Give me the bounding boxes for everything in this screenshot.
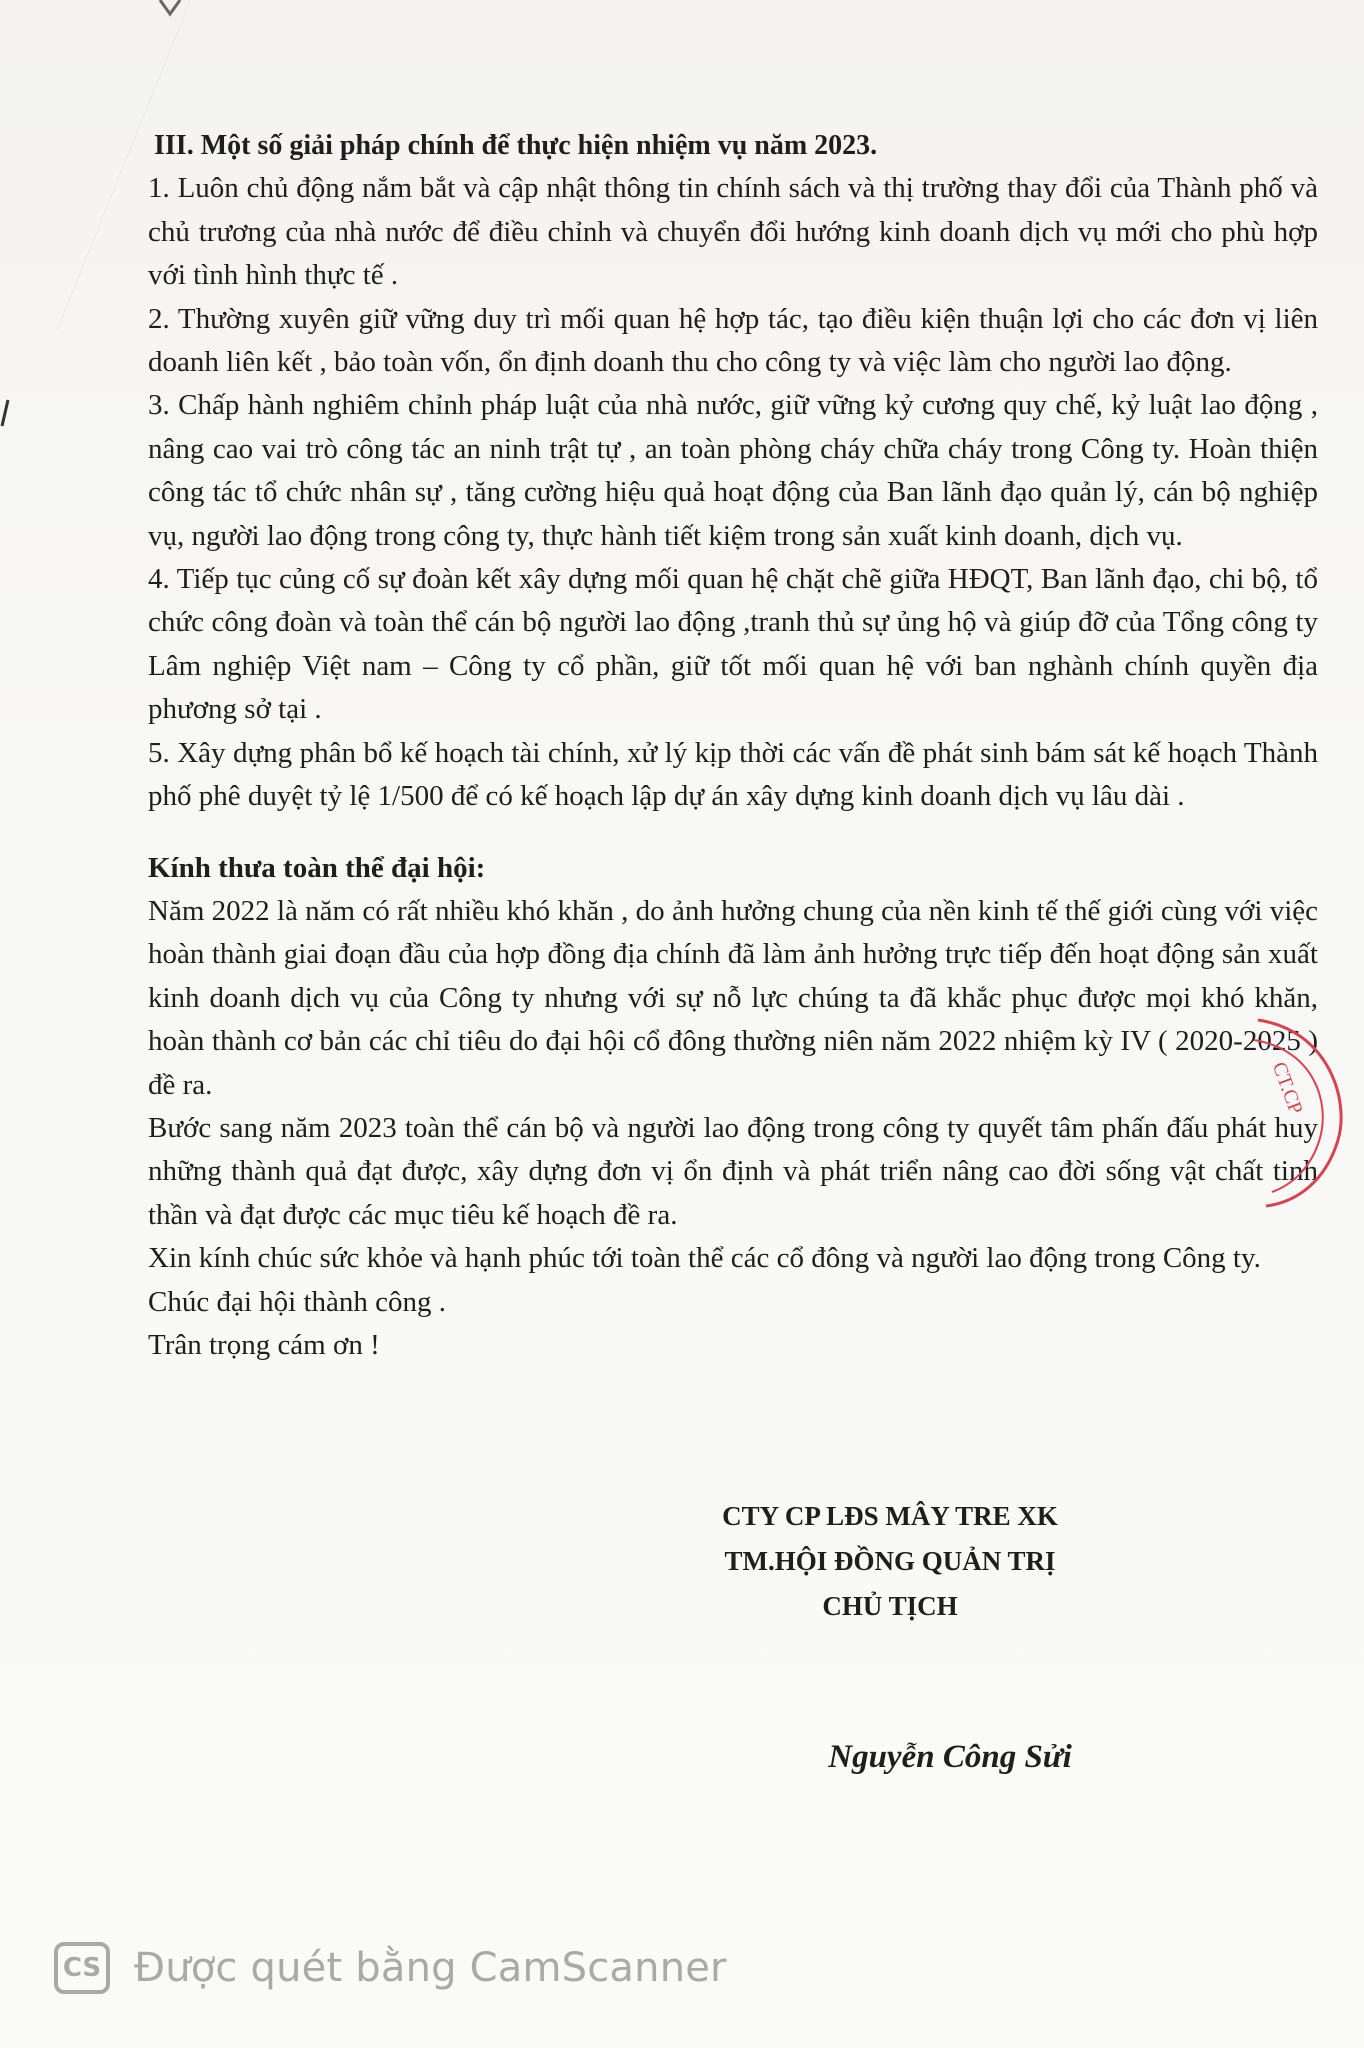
company-name: CTY CP LĐS MÂY TRE XK [722, 1501, 1058, 1531]
red-seal-stamp [1218, 1010, 1348, 1210]
svg-text:CT.CP: CT.CP [1267, 1059, 1307, 1117]
solution-item-2: 2. Thường xuyên giữ vững duy trì mối quan hệ hợp tác, tạo điều kiện thuận lợi cho các đơn vị liên doanh liên kết , bảo toàn vốn, ổn định doanh thu cho công ty và việc làm cho người lao động. [148, 302, 1318, 379]
section-heading: III. Một số giải pháp chính để thực hiện nhiệm vụ năm 2023. [154, 130, 878, 161]
signature-block [590, 1494, 1190, 1629]
corner-mark [158, 0, 182, 24]
solution-item-4: 4. Tiếp tục củng cố sự đoàn kết xây dựng mối quan hệ chặt chẽ giữa HĐQT, Ban lãnh đạo, chi bộ, tổ chức công đoàn và toàn thể cán bộ người lao động ,tranh thủ sự ủng hộ và giúp đỡ của Tổng công ty Lâm nghiệp Việt nam – Công ty cổ phần, giữ tốt mối quan hệ với ban nghành chính quyền địa phương sở tại . [148, 563, 1318, 726]
closing-paragraph-3: Xin kính chúc sức khỏe và hạnh phúc tới toàn thể các cổ đông và người lao động trong Công ty. [148, 1242, 1261, 1275]
edge-mark [0, 398, 10, 428]
solution-item-5: 5. Xây dựng phân bổ kế hoạch tài chính, xử lý kịp thời các vấn đề phát sinh bám sát kế hoạch Thành phố phê duyệt tỷ lệ 1/500 để có kế hoạch lập dự án xây dựng kinh doanh dịch vụ lâu dài . [148, 736, 1318, 813]
closing-paragraph-2: Bước sang năm 2023 toàn thể cán bộ và người lao động trong công ty quyết tâm phấn đấu phát huy những thành quả đạt được, xây dựng đơn vị ổn định và phát triển nâng cao đời sống vật chất tinh thần và đạt được các mục tiêu kế hoạch đề ra. [148, 1111, 1318, 1231]
closing-wish: Chúc đại hội thành công . [148, 1285, 447, 1318]
camscanner-logo-icon: CS [54, 1942, 110, 1994]
document-body [148, 124, 1318, 1367]
closing-thanks: Trân trọng cám ơn ! [148, 1328, 380, 1361]
closing-salutation: Kính thưa toàn thể đại hội: [148, 851, 486, 884]
signatory-name: Nguyễn Công Sửi [828, 1739, 1072, 1775]
solution-item-3: 3. Chấp hành nghiêm chỉnh pháp luật của nhà nước, giữ vững kỷ cương quy chế, kỷ luật lao động , nâng cao vai trò công tác an ninh trật tự , an toàn phòng cháy chữa cháy trong Công ty. Hoàn thiện công tác tổ chức nhân sự , tăng cường hiệu quả hoạt động của Ban lãnh đạo quản lý, cán bộ nghiệp vụ, người lao động trong công ty, thực hành tiết kiệm trong sản xuất kinh doanh, dịch vụ. [148, 389, 1318, 552]
watermark-text: Được quét bằng CamScanner [134, 1945, 727, 1991]
closing-paragraph-1: Năm 2022 là năm có rất nhiều khó khăn , do ảnh hưởng chung của nền kinh tế thế giới cùng với việc hoàn thành giai đoạn đầu của hợp đồng địa chính đã làm ảnh hưởng trực tiếp đến hoạt động sản xuất kinh doanh dịch vụ của Công ty nhưng với sự nỗ lực chúng ta đã khắc phục được mọi khó khăn, hoàn thành cơ bản các chỉ tiêu do đại hội cổ đông thường niên năm 2022 nhiệm kỳ IV ( 2020-2025 ) đề ra. [148, 894, 1318, 1101]
chairman-title: CHỦ TỊCH [822, 1591, 958, 1621]
board-label: TM.HỘI ĐỒNG QUẢN TRỊ [724, 1546, 1056, 1576]
camscanner-watermark [54, 1938, 727, 1998]
solution-item-1: 1. Luôn chủ động nắm bắt và cập nhật thông tin chính sách và thị trường thay đổi của Thành phố và chủ trương của nhà nước để điều chỉnh và chuyển đổi hướng kinh doanh dịch vụ mới cho phù hợp với tình hình thực tế . [148, 172, 1318, 292]
